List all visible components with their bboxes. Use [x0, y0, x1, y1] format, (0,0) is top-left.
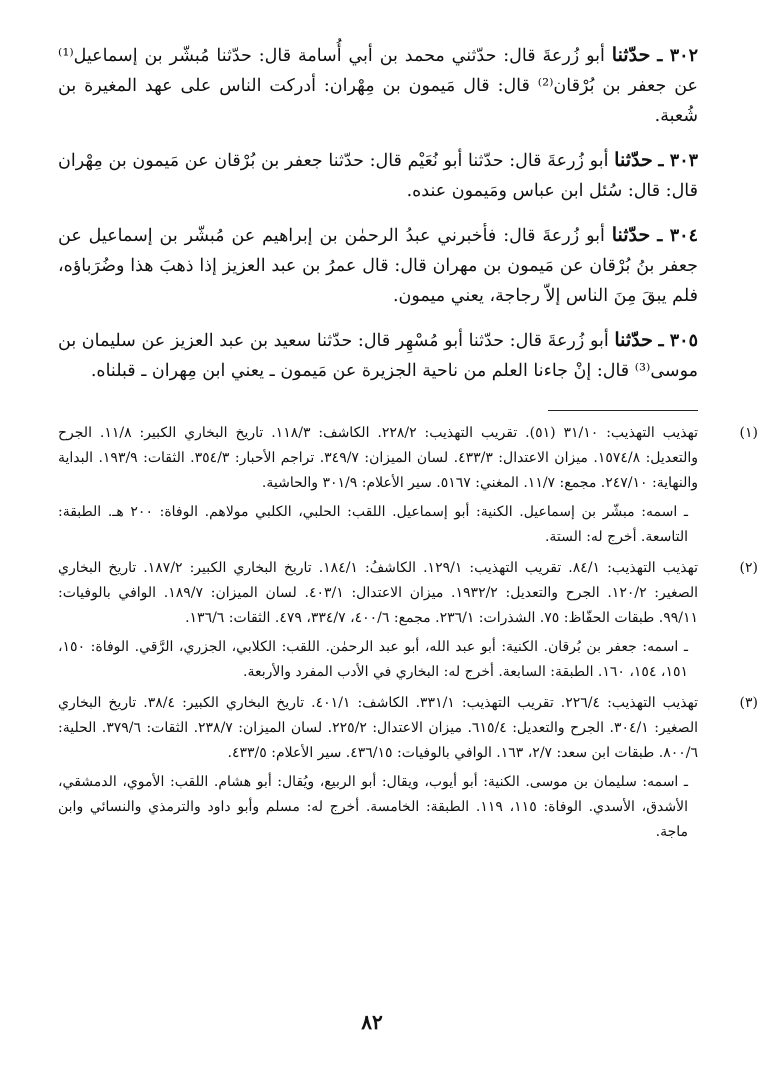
hadith-number: ٣٠٢ ـ — [657, 46, 698, 66]
footnote-sources: تهذيب التهذيب: ٢٢٦/٤. تقريب التهذيب: ٣٣١/١. الكاشف: ٤٠١/١. تاريخ البخاري الكبير: ٣٨/٤. تاريخ البخاري الصغير: ٣٠٤/١. الجرح والتعديل: ٦١٥/٤. ميزان الاعتدال: ٢٢٥/٢. لسان الميزان: ٢٣٨/٧. الثقات: ٣٧٩/٦. الحلية: ٨٠٠/٦. طبقات ابن سعد: ٢/٧، ١٦٣. الوافي بالوفيات: ٤٣٦/١٥. سير الأعلام: ٤٣٣/٥. — [58, 695, 698, 761]
page-body — [58, 40, 758, 851]
hadith-number: ٣٠٥ ـ — [658, 331, 698, 351]
footnote-sources: تهذيب التهذيب: ٨٤/١. تقريب التهذيب: ١٢٩/١. الكاشفُ: ١٨٤/١. تاريخ البخاري الكبير: ١٨٧/٢. تاريخ البخاري الصغير: ١٢٠/٢. الجرح والتعديل: ١٩٣٢/٢. ميزان الاعتدال: ٤٠٣/١. لسان الميزان: ١٨٩/٧. الوافي بالوفيات: ٩٩/١١. طبقات الحفّاظ: ٧٥. الشذرات: ٢٣٦/١. مجمع: ٤٠٠/٦، ٣٣٤/٧، ٤٧٩. الثقات: ١٣٦/٦. — [58, 560, 699, 626]
footnote-marker: (١) — [739, 425, 758, 441]
hadith-text: أبو زُرعةَ قال: فأخبرني عبدُ الرحمٰن بن إبراهيم عن مُبشّر بن إسماعيل عن جعفر بنُ بُرْقان عن مَيمون بن مهران قال: قال عمرُ بن عبد العزيز إذا ذهبَ هذا وضُرَباؤه، فلم يبقَ مِنَ الناس إلاّ رجاجة، يعني ميمون. — [58, 226, 698, 306]
footnote-biography: ـ اسمه: مبشّر بن إسماعيل. الكنية: أبو إسماعيل. اللقب: الحلبي، الكلبي مولاهم. الوفاة: ٢٠٠ هـ. الطبقة: التاسعة. أخرج له: الستة. — [58, 504, 688, 545]
footnote — [58, 691, 758, 845]
footnote-divider — [548, 410, 698, 411]
footnote-biography: ـ اسمه: سليمان بن موسى. الكنية: أبو أيوب، ويقال: أبو الربيع، ويُقال: أبو هشام. اللقب: الأموي، الدمشقي، الأشدق، الأسدي. الوفاة: ١١٥، ١١٩. الطبقة: الخامسة. أخرج له: مسلم وأبو داود والترمذي والنسائي وابن ماجة. — [58, 774, 689, 840]
hadith-text: أبو زُرعةَ قال: حدّثني محمد بن أبي أُسامة قال: حدّثنا مُبشّر بن إسماعيل⁽¹⁾ عن جعفر بن بُرْقان⁽²⁾ قال: قال مَيمون بن مِهْران: أدركت الناس على عهد المغيرة بن شُعبة. — [58, 46, 698, 126]
footnote-biography: ـ اسمه: جعفر بن بُرقان. الكنية: أبو عبد الله، أبو عبد الرحمٰن. اللقب: الكلابي، الجزري، الرَّقي. الوفاة: ١٥٠، ١٥١، ١٥٤، ١٦٠. الطبقة: السابعة. أخرج له: البخاري في الأدب المفرد والأربعة. — [58, 639, 688, 680]
hadith-opening-word: حدّثنا — [611, 224, 651, 246]
hadith-list — [58, 40, 698, 386]
hadith-paragraph — [58, 145, 698, 206]
hadith-opening-word: حدّثنا — [611, 44, 651, 66]
hadith-number: ٣٠٣ ـ — [658, 151, 698, 171]
hadith-opening-word: حدّثنا — [614, 329, 653, 351]
hadith-paragraph — [58, 220, 698, 311]
hadith-text: أبو زُرعةَ قال: حدّثنا أبو مُسْهِر قال: حدّثنا سعيد بن عبد العزيز عن سليمان بن موسى⁽³⁾ قال: إنْ جاءنا العلم من ناحية الجزيرة عن مَيمون ـ يعني ابن مِهران ـ قبلناه. — [58, 331, 698, 381]
hadith-number: ٣٠٤ ـ — [657, 226, 698, 246]
hadith-opening-word: حدّثنا — [614, 149, 653, 171]
hadith-paragraph — [58, 325, 698, 386]
footnote-marker: (٢) — [739, 560, 758, 576]
footnote — [58, 556, 758, 685]
footnote-sources: تهذيب التهذيب: ٣١/١٠ (٥١). تقريب التهذيب: ٢٢٨/٢. الكاشف: ١١٨/٣. تاريخ البخاري الكبير: ١١/٨. الجرح والتعديل: ١٥٧٤/٨. ميزان الاعتدال: ٤٣٣/٣. لسان الميزان: ٣٤٩/٧. تراجم الأحبار: ٣٥٤/٣. الثقات: ١٩٣/٩. البداية والنهاية: ٢٤٧/١٠. مجمع: ١١/٧. المغني: ٥١٦٧. سير الأعلام: ٣٠١/٩ والحاشية. — [58, 425, 699, 491]
footnote-marker: (٣) — [739, 695, 758, 711]
hadith-paragraph — [58, 40, 698, 131]
footnote — [58, 421, 758, 550]
page-number: ٨٢ — [361, 1010, 383, 1034]
footnotes-section — [58, 421, 758, 845]
hadith-text: أبو زُرعةَ قال: حدّثنا أبو نُعَيْم قال: حدّثنا جعفر بن بُرْقان عن مَيمون بن مِهْران قال: قال: سُئل ابن عباس ومَيمون عنده. — [58, 151, 698, 201]
